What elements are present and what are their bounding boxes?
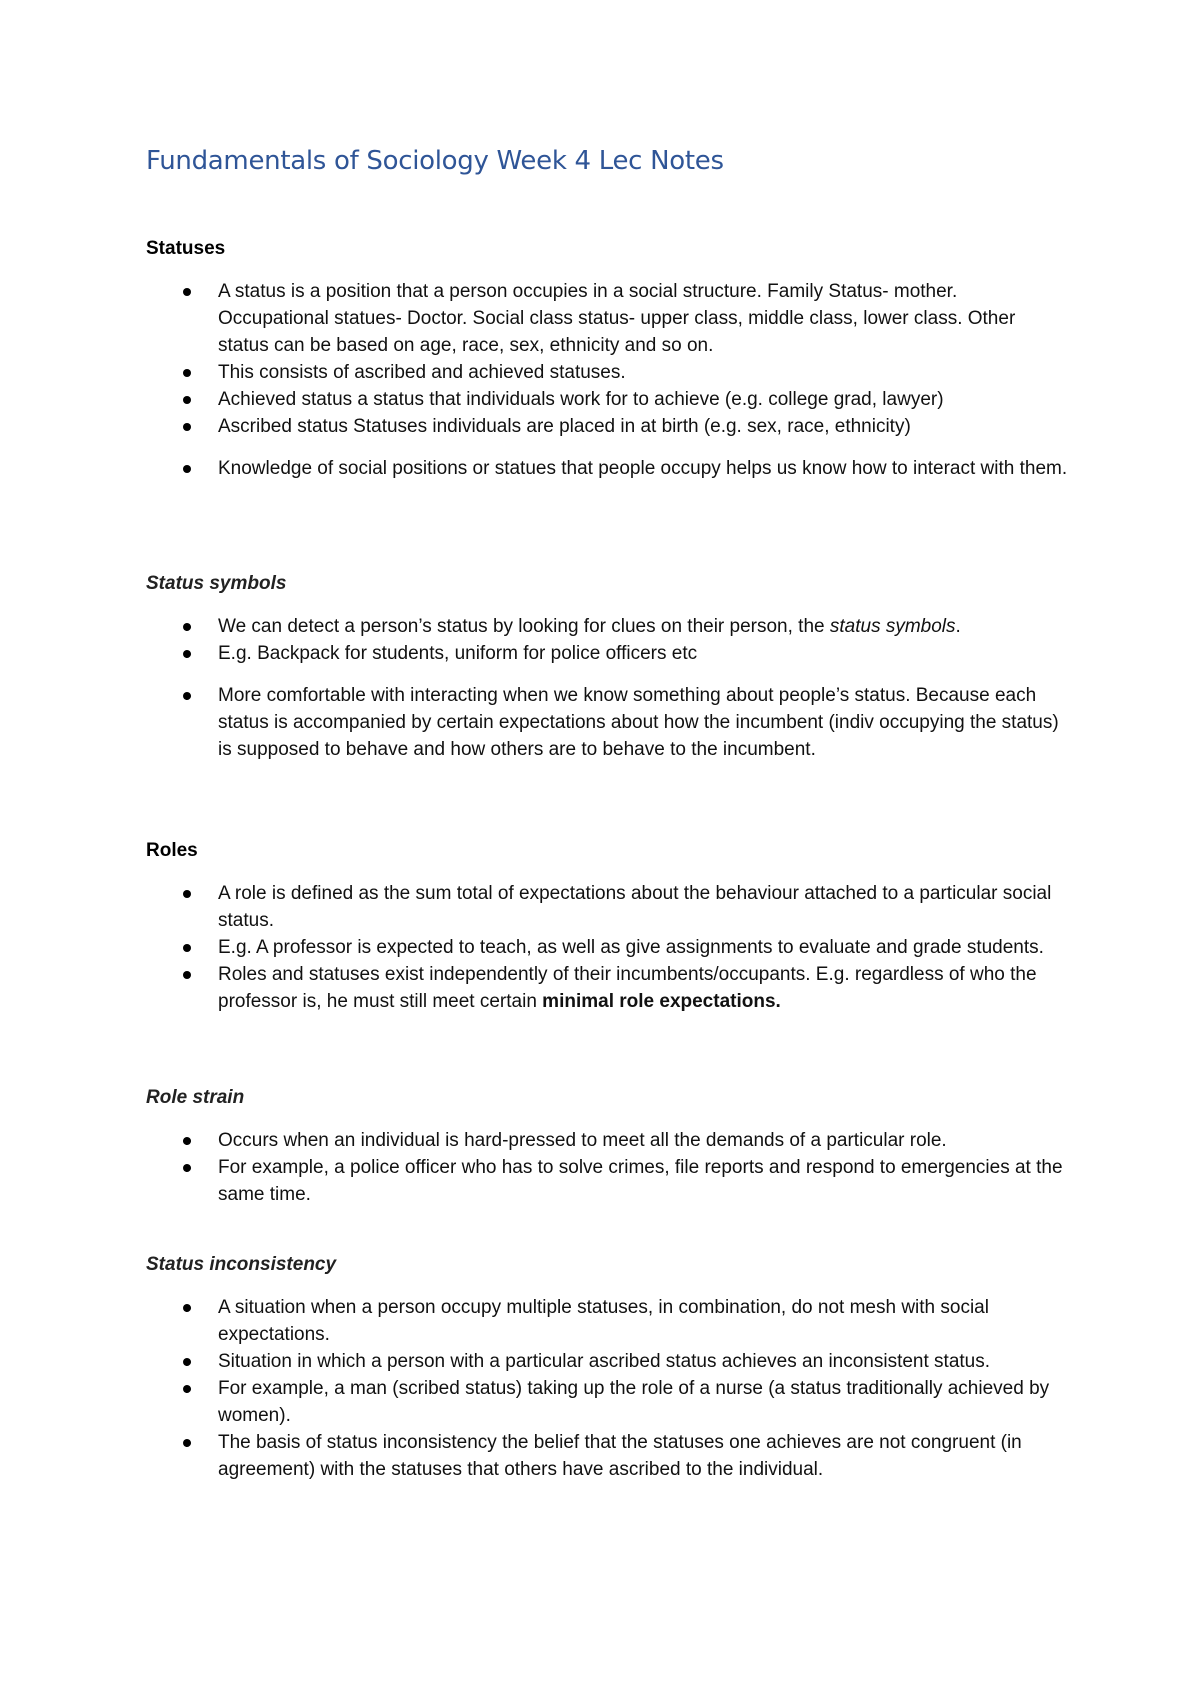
bullet-icon [182, 1384, 193, 1395]
list-item-text: Roles and statuses exist independently of their incumbents/occupants. E.g. regardless of who the professor is, he must still meet certain [218, 964, 1037, 1012]
list-item [146, 1294, 1071, 1348]
list-item-text: E.g. Backpack for students, uniform for police officers etc [218, 643, 698, 664]
list-item [146, 413, 1071, 440]
section-heading-status-symbols: Status symbols [146, 573, 287, 594]
list-item-text: Achieved status a status that individuals work for to achieve (e.g. college grad, lawyer) [218, 389, 944, 410]
bullet-icon [182, 691, 193, 702]
role-strain-list [146, 1127, 1071, 1208]
bullet-icon [182, 1303, 193, 1314]
list-item-text: This consists of ascribed and achieved statuses. [218, 362, 626, 383]
bullet-icon [182, 1438, 193, 1449]
list-item-text: For example, a man (scribed status) taking up the role of a nurse (a status traditionally achieved by women). [218, 1378, 1050, 1426]
section-heading-statuses: Statuses [146, 238, 226, 259]
list-item [146, 1154, 1071, 1208]
list-item-text: For example, a police officer who has to solve crimes, file reports and respond to emergencies at the same time. [218, 1157, 1063, 1205]
list-item-text: The basis of status inconsistency the belief that the statuses one achieves are not congruent (in agreement) with the statuses that others have ascribed to the individual. [218, 1432, 1022, 1480]
list-item [146, 1429, 1071, 1483]
bullet-icon [182, 1136, 193, 1147]
bold-text: minimal role expectations. [542, 991, 781, 1012]
status-symbols-list [146, 613, 1071, 763]
list-item-text: A role is defined as the sum total of expectations about the behaviour attached to a particular social status. [218, 883, 1052, 931]
list-item-text: . [955, 616, 961, 637]
list-item [146, 961, 1071, 1015]
status-inconsistency-list [146, 1294, 1071, 1483]
list-item [146, 1375, 1071, 1429]
bullet-icon [183, 465, 191, 473]
list-item [146, 880, 1071, 934]
list-item [146, 278, 1071, 359]
emphasis-text: status symbols [829, 616, 956, 637]
bullet-icon [182, 1357, 193, 1368]
list-item [146, 613, 1071, 640]
list-item [146, 359, 1071, 386]
list-item [146, 934, 1071, 961]
bullet-icon [182, 1163, 193, 1174]
statuses-list [146, 278, 1071, 482]
bullet-icon [182, 649, 193, 660]
list-item [146, 640, 1071, 667]
list-item-text: A status is a position that a person occupies in a social structure. Family Status- mother. Occupational statues- Doctor. Social class status- upper class, middle class, lower class. Other status can be based on age, race, sex, ethnicity and so on. [218, 281, 1016, 356]
list-item [146, 1127, 1071, 1154]
section-heading-roles: Roles [146, 840, 198, 861]
list-item-text: Knowledge of social positions or statues that people occupy helps us know how to interact with them. [218, 458, 1068, 479]
list-item-text: Situation in which a person with a particular ascribed status achieves an inconsistent status. [218, 1351, 991, 1372]
bullet-icon [183, 396, 191, 404]
roles-list [146, 880, 1071, 1015]
page-title: Fundamentals of Sociology Week 4 Lec Notes [146, 146, 724, 176]
list-item [146, 386, 1071, 413]
bullet-icon [183, 288, 191, 296]
list-item-text: Occurs when an individual is hard-pressed to meet all the demands of a particular role. [218, 1130, 947, 1151]
section-heading-role-strain: Role strain [146, 1087, 245, 1108]
bullet-icon [182, 622, 193, 633]
list-item [146, 682, 1071, 763]
section-heading-status-inconsistency: Status inconsistency [146, 1254, 337, 1275]
list-item-text: Ascribed status Statuses individuals are placed in at birth (e.g. sex, race, ethnicity) [218, 416, 911, 437]
bullet-icon [183, 971, 191, 979]
list-item [146, 1348, 1071, 1375]
bullet-icon [183, 423, 191, 431]
list-item-text: E.g. A professor is expected to teach, as well as give assignments to evaluate and grade students. [218, 937, 1044, 958]
bullet-icon [183, 890, 191, 898]
list-item-text: More comfortable with interacting when we know something about people’s status. Because each status is accompanied by certain expectations about how the incumbent (indiv occupying the status) is supposed to behave and how others are to behave to the incumbent. [218, 685, 1059, 760]
bullet-icon [183, 369, 191, 377]
list-item-text: A situation when a person occupy multiple statuses, in combination, do not mesh with social expectations. [218, 1297, 989, 1345]
list-item [146, 455, 1071, 482]
list-item-text: We can detect a person’s status by looking for clues on their person, the [218, 616, 830, 637]
bullet-icon [183, 944, 191, 952]
